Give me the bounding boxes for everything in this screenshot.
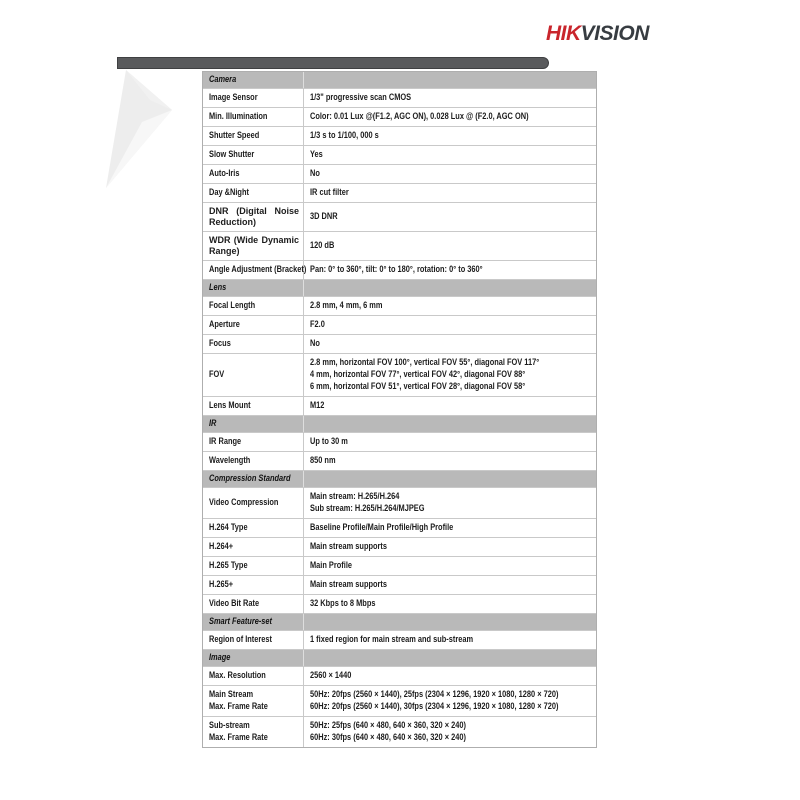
spec-table	[202, 71, 597, 748]
spec-label	[203, 631, 304, 649]
text-line: Main stream supports	[310, 541, 388, 552]
spec-row-wavelength	[203, 452, 596, 471]
text-line: 4 mm, horizontal FOV 77°, vertical FOV 42°, diagonal FOV 88°	[310, 369, 526, 380]
text-line: Main stream: H.265/H.264	[310, 491, 400, 502]
spec-row-h-265	[203, 576, 596, 595]
spec-row-day-night	[203, 184, 596, 203]
spec-row-fov	[203, 354, 596, 397]
logo-vision-text: VISION	[580, 22, 649, 45]
spec-row-angle-adjustment-bracket	[203, 261, 596, 280]
text-line: H.264 Type	[209, 522, 248, 533]
spec-label	[203, 108, 304, 126]
text-line: Slow Shutter	[209, 149, 255, 160]
spec-value	[304, 184, 596, 202]
spec-row-dnr-digital-noise-reduction	[203, 203, 596, 232]
spec-value	[304, 667, 596, 685]
spec-value	[304, 165, 596, 183]
text-line: No	[310, 338, 320, 349]
spec-label	[203, 576, 304, 594]
text-line: Pan: 0° to 360°, tilt: 0° to 180°, rotation: 0° to 360°	[310, 264, 483, 275]
text-line: Auto-Iris	[209, 168, 240, 179]
spec-value	[304, 316, 596, 334]
spec-label	[203, 717, 304, 747]
spec-label	[203, 397, 304, 415]
header-rule-bar	[117, 57, 549, 69]
spec-row-ir-range	[203, 433, 596, 452]
spec-row-min-illumination	[203, 108, 596, 127]
section-title-cell	[203, 280, 304, 296]
text-line: 1/3" progressive scan CMOS	[310, 92, 412, 103]
spec-row-wdr-wide-dynamic-range	[203, 232, 596, 261]
text-line: Region of Interest	[209, 634, 272, 645]
text-line: 50Hz: 20fps (2560 × 1440), 25fps (2304 × 1296, 1920 × 1080, 1280 × 720)	[310, 689, 559, 700]
text-line: Baseline Profile/Main Profile/High Profile	[310, 522, 454, 533]
section-header-ir	[203, 416, 596, 433]
text-line: Shutter Speed	[209, 130, 260, 141]
text-line: H.265 Type	[209, 560, 248, 571]
section-header-spacer	[304, 614, 596, 630]
section-header-compression-standard	[203, 471, 596, 488]
spec-label	[203, 354, 304, 396]
text-line: Main Stream	[209, 689, 254, 700]
text-line: Main stream supports	[310, 579, 388, 590]
text-line: F2.0	[310, 319, 325, 330]
text-line: 120 dB	[310, 240, 335, 251]
text-line: Image Sensor	[209, 92, 258, 103]
logo-hik-text: HIK	[546, 22, 581, 45]
hikvision-logo	[546, 22, 649, 46]
text-line: Focus	[209, 338, 231, 349]
spec-value	[304, 631, 596, 649]
spec-value	[304, 686, 596, 716]
spec-row-shutter-speed	[203, 127, 596, 146]
text-line: Aperture	[209, 319, 240, 330]
spec-value	[304, 717, 596, 747]
text-line: Day &Night	[209, 187, 249, 198]
text-line: 60Hz: 30fps (640 × 480, 640 × 360, 320 × 240)	[310, 732, 466, 743]
spec-label	[203, 335, 304, 353]
spec-label	[203, 667, 304, 685]
spec-row-main-stream	[203, 686, 596, 717]
text-line: Camera	[209, 74, 237, 85]
text-line: Sub-stream	[209, 720, 250, 731]
spec-label	[203, 519, 304, 537]
spec-label	[203, 146, 304, 164]
spec-row-focus	[203, 335, 596, 354]
spec-row-focal-length	[203, 297, 596, 316]
text-line: Max. Frame Rate	[209, 701, 268, 712]
text-line: IR Range	[209, 436, 242, 447]
text-line: 3D DNR	[310, 211, 338, 222]
spec-label	[203, 452, 304, 470]
text-line: Focal Length	[209, 300, 256, 311]
spec-value	[304, 557, 596, 575]
spec-label	[203, 127, 304, 145]
text-line: 2560 × 1440	[310, 670, 352, 681]
section-header-spacer	[304, 416, 596, 432]
section-header-spacer	[304, 280, 596, 296]
section-title-cell	[203, 72, 304, 88]
spec-value	[304, 232, 596, 260]
spec-label	[203, 595, 304, 613]
section-title-cell	[203, 614, 304, 630]
spec-value	[304, 576, 596, 594]
spec-value	[304, 397, 596, 415]
text-line: No	[310, 168, 320, 179]
section-title-cell	[203, 471, 304, 487]
text-line: Wavelength	[209, 455, 251, 466]
text-line: 6 mm, horizontal FOV 51°, vertical FOV 28°, diagonal FOV 58°	[310, 381, 526, 392]
spec-value	[304, 146, 596, 164]
text-line: Color: 0.01 Lux @(F1.2, AGC ON), 0.028 Lux @ (F2.0, AGC ON)	[310, 111, 529, 122]
text-line: 2.8 mm, horizontal FOV 100°, vertical FOV 55°, diagonal FOV 117°	[310, 357, 540, 368]
text-line: Min. Illumination	[209, 111, 268, 122]
spec-row-video-bit-rate	[203, 595, 596, 614]
spec-value	[304, 335, 596, 353]
spec-label	[203, 184, 304, 202]
spec-row-h-264	[203, 538, 596, 557]
spec-row-auto-iris	[203, 165, 596, 184]
spec-label	[203, 165, 304, 183]
spec-row-image-sensor	[203, 89, 596, 108]
text-line: Video Bit Rate	[209, 598, 260, 609]
spec-value	[304, 127, 596, 145]
text-line: DNR (Digital Noise Reduction)	[209, 206, 299, 227]
spec-value	[304, 519, 596, 537]
text-line: Angle Adjustment (Bracket)	[209, 264, 307, 275]
text-line: Lens Mount	[209, 400, 251, 411]
text-line: H.264+	[209, 541, 234, 552]
text-line: Lens	[209, 282, 227, 293]
text-line: Smart Feature-set	[209, 616, 273, 627]
section-header-spacer	[304, 650, 596, 666]
spec-label	[203, 686, 304, 716]
text-line: Main Profile	[310, 560, 352, 571]
text-line: 2.8 mm, 4 mm, 6 mm	[310, 300, 383, 311]
section-title-cell	[203, 650, 304, 666]
text-line: 850 nm	[310, 455, 336, 466]
spec-row-region-of-interest	[203, 631, 596, 650]
spec-row-sub-stream	[203, 717, 596, 747]
text-line: 32 Kbps to 8 Mbps	[310, 598, 376, 609]
text-line: Max. Resolution	[209, 670, 266, 681]
text-line: 60Hz: 20fps (2560 × 1440), 30fps (2304 × 1296, 1920 × 1080, 1280 × 720)	[310, 701, 559, 712]
text-line: M12	[310, 400, 325, 411]
section-header-smart-feature-set	[203, 614, 596, 631]
spec-row-video-compression	[203, 488, 596, 519]
watermark-graphic	[106, 70, 210, 188]
text-line: IR	[209, 418, 217, 429]
text-line: Up to 30 m	[310, 436, 348, 447]
text-line: Image	[209, 652, 231, 663]
text-line: Max. Frame Rate	[209, 732, 268, 743]
spec-value	[304, 203, 596, 231]
spec-label	[203, 89, 304, 107]
text-line: Yes	[310, 149, 323, 160]
text-line: 1 fixed region for main stream and sub-stream	[310, 634, 474, 645]
text-line: 50Hz: 25fps (640 × 480, 640 × 360, 320 × 240)	[310, 720, 466, 731]
spec-label	[203, 261, 307, 279]
spec-row-slow-shutter	[203, 146, 596, 165]
text-line: 1/3 s to 1/100, 000 s	[310, 130, 379, 141]
spec-value	[304, 354, 596, 396]
spec-label	[203, 488, 304, 518]
text-line: IR cut filter	[310, 187, 349, 198]
spec-row-h-264-type	[203, 519, 596, 538]
text-line: Sub stream: H.265/H.264/MJPEG	[310, 503, 425, 514]
section-title-cell	[203, 416, 304, 432]
section-header-camera	[203, 72, 596, 89]
section-header-spacer	[304, 72, 596, 88]
spec-label	[203, 433, 304, 451]
spec-label	[203, 538, 304, 556]
text-line: WDR (Wide Dynamic Range)	[209, 235, 299, 256]
text-line: FOV	[209, 369, 225, 380]
text-line: H.265+	[209, 579, 234, 590]
spec-value	[304, 261, 596, 279]
spec-value	[304, 297, 596, 315]
spec-value	[304, 433, 596, 451]
spec-row-h-265-type	[203, 557, 596, 576]
section-header-spacer	[304, 471, 596, 487]
spec-label	[203, 232, 304, 260]
spec-row-lens-mount	[203, 397, 596, 416]
spec-label	[203, 203, 304, 231]
spec-row-max-resolution	[203, 667, 596, 686]
spec-value	[304, 89, 596, 107]
spec-label	[203, 316, 304, 334]
text-line: Video Compression	[209, 497, 279, 508]
spec-value	[304, 538, 596, 556]
spec-row-aperture	[203, 316, 596, 335]
spec-label	[203, 297, 304, 315]
spec-value	[304, 488, 596, 518]
spec-label	[203, 557, 304, 575]
spec-value	[304, 452, 596, 470]
spec-value	[304, 595, 596, 613]
section-header-image	[203, 650, 596, 667]
section-header-lens	[203, 280, 596, 297]
text-line: Compression Standard	[209, 473, 291, 484]
spec-value	[304, 108, 596, 126]
